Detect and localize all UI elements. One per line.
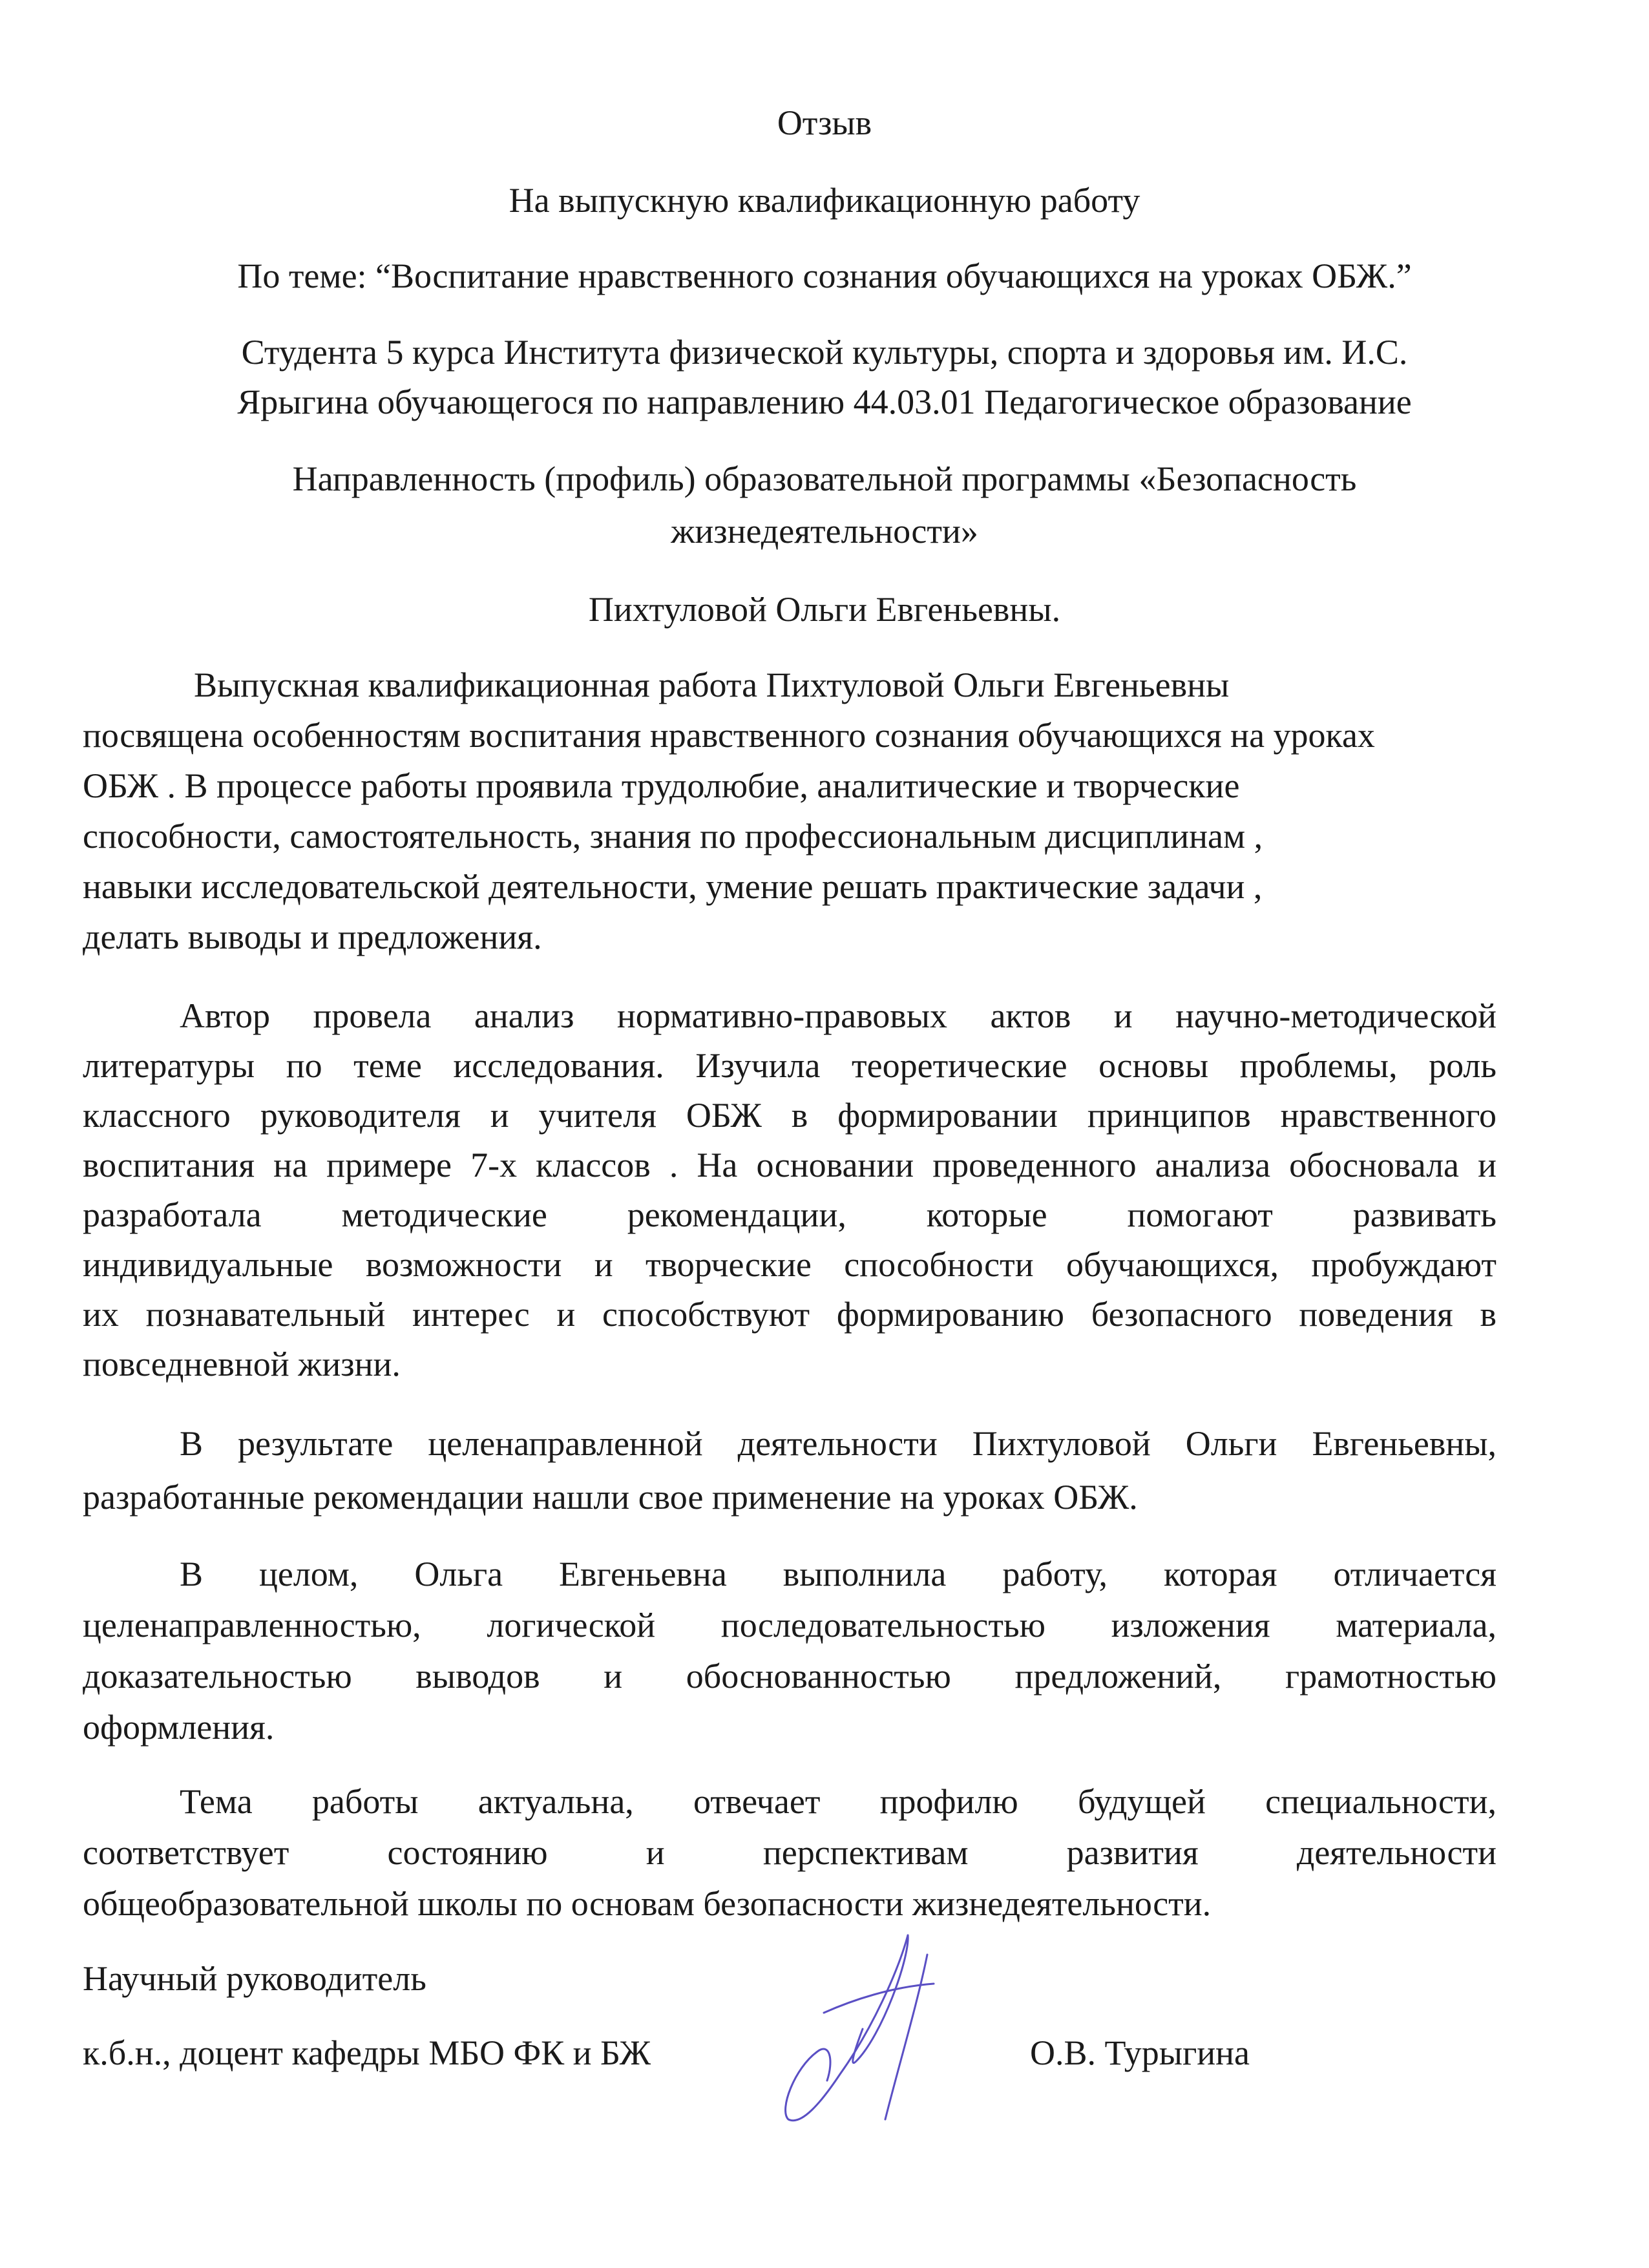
paragraph-line: ОБЖ . В процессе работы проявила трудолюбие, аналитические и творческие xyxy=(83,766,1240,805)
student-name: Пихтуловой Ольги Евгеньевны. xyxy=(588,590,1061,629)
paragraph-line: их познавательный интерес и способствуют формированию безопасного поведения в xyxy=(83,1295,1497,1334)
document-title: Отзыв xyxy=(777,103,872,142)
document-subtitle: На выпускную квалификационную работу xyxy=(509,181,1140,220)
profile-line-1: Направленность (профиль) образовательной программы «Безопасность xyxy=(292,459,1357,498)
handwritten-signature xyxy=(743,1932,989,2126)
paragraph-line: В результате целенаправленной деятельности Пихтуловой Ольги Евгеньевны, xyxy=(180,1424,1497,1463)
paragraph-line: Автор провела анализ нормативно-правовых актов и научно-методической xyxy=(180,996,1497,1035)
paragraph-line: В целом, Ольга Евгеньевна выполнила работу, которая отличается xyxy=(180,1555,1497,1593)
paragraph-line: способности, самостоятельность, знания по профессиональным дисциплинам , xyxy=(83,817,1263,856)
supervisor-name: О.В. Турыгина xyxy=(1030,2033,1250,2072)
paragraph-line: разработала методические рекомендации, которые помогают развивать xyxy=(83,1195,1497,1234)
paragraph-line: Тема работы актуальна, отвечает профилю будущей специальности, xyxy=(180,1782,1497,1821)
paragraph-line: классного руководителя и учителя ОБЖ в формировании принципов нравственного xyxy=(83,1096,1497,1135)
paragraph-line: доказательностью выводов и обоснованностью предложений, грамотностью xyxy=(83,1657,1497,1696)
paragraph-line: воспитания на примере 7-х классов . На основании проведенного анализа обосновала и xyxy=(83,1146,1497,1184)
paragraph-line: делать выводы и предложения. xyxy=(83,918,542,956)
paragraph-line: общеобразовательной школы по основам безопасности жизнедеятельности. xyxy=(83,1884,1212,1923)
paragraph-line: индивидуальные возможности и творческие способности обучающихся, пробуждают xyxy=(83,1245,1497,1284)
paragraph-line: оформления. xyxy=(83,1708,275,1747)
paragraph-line: литературы по теме исследования. Изучила теоретические основы проблемы, роль xyxy=(83,1046,1497,1085)
supervisor-position: к.б.н., доцент кафедры МБО ФК и БЖ xyxy=(83,2033,651,2072)
paragraph-line: соответствует состоянию и перспективам развития деятельности xyxy=(83,1833,1497,1872)
paragraph-line: навыки исследовательской деятельности, умение решать практические задачи , xyxy=(83,867,1263,906)
thesis-topic: По теме: “Воспитание нравственного сознания обучающихся на уроках ОБЖ.” xyxy=(237,257,1412,295)
student-line-2: Ярыгина обучающегося по направлению 44.03.01 Педагогическое образование xyxy=(237,383,1412,421)
paragraph-line: Выпускная квалификационная работа Пихтуловой Ольги Евгеньевны xyxy=(194,666,1230,704)
paragraph-line: повседневной жизни. xyxy=(83,1345,401,1383)
supervisor-role: Научный руководитель xyxy=(83,1959,426,1998)
paragraph-line: посвящена особенностям воспитания нравственного сознания обучающихся на уроках xyxy=(83,716,1375,755)
profile-line-2: жизнедеятельности» xyxy=(671,512,978,551)
student-line-1: Студента 5 курса Института физической культуры, спорта и здоровья им. И.С. xyxy=(241,333,1408,372)
paragraph-line: целенаправленностью, логической последовательностью изложения материала, xyxy=(83,1606,1497,1644)
paragraph-line: разработанные рекомендации нашли свое применение на уроках ОБЖ. xyxy=(83,1478,1138,1517)
